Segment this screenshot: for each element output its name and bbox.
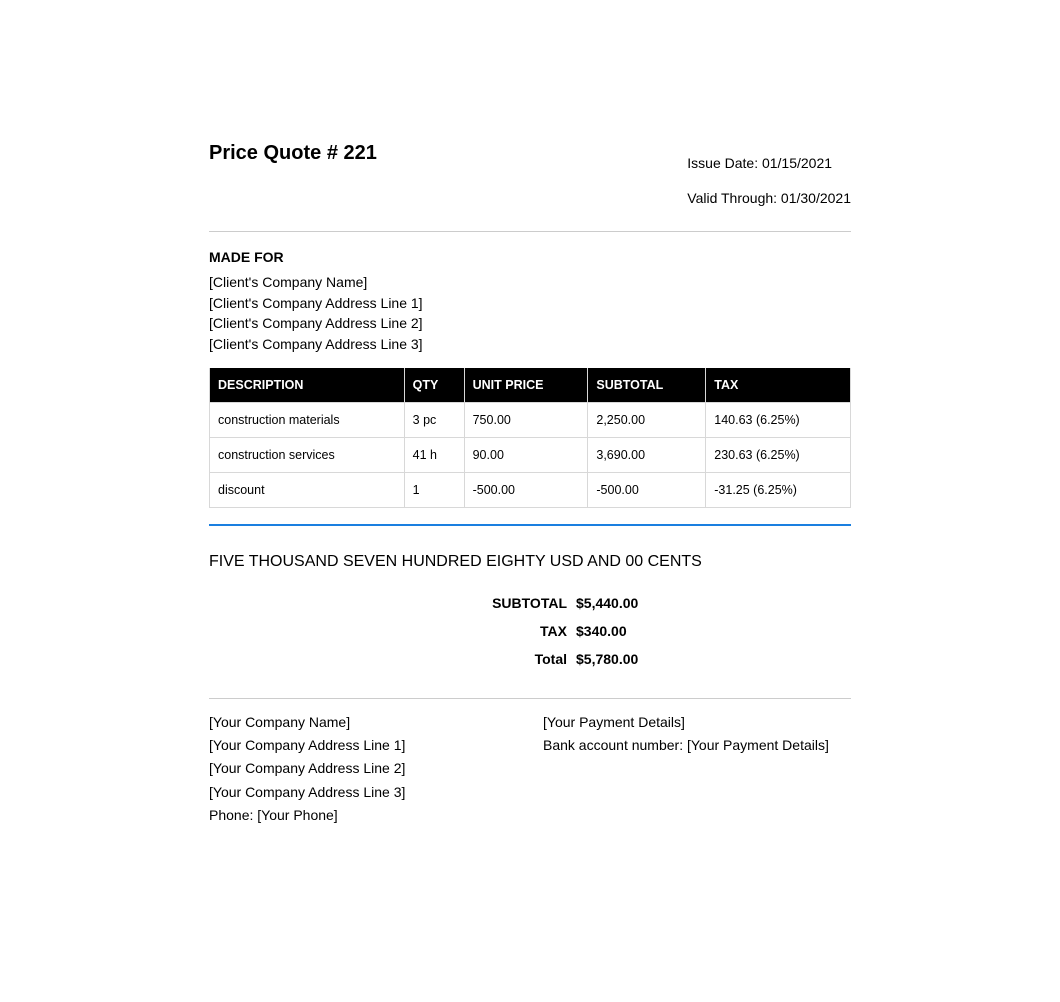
cell-subtotal: -500.00	[588, 473, 706, 508]
company-address-line-1: [Your Company Address Line 1]	[209, 737, 406, 754]
company-name: [Your Company Name]	[209, 714, 351, 730]
client-address-line-3: [Client's Company Address Line 3]	[209, 335, 423, 352]
cell-description: construction materials	[210, 403, 405, 438]
column-header-description: DESCRIPTION	[210, 368, 405, 403]
totals-row-subtotal	[209, 594, 851, 622]
cell-qty: 1	[404, 473, 464, 508]
company-address-line-3: [Your Company Address Line 3]	[209, 783, 406, 800]
table-row	[210, 403, 851, 438]
tax-value: $340.00	[576, 623, 627, 639]
payment-info	[543, 711, 829, 757]
table-row	[210, 473, 851, 508]
cell-unit-price: 90.00	[464, 438, 588, 473]
cell-unit-price: 750.00	[464, 403, 588, 438]
cell-subtotal: 3,690.00	[588, 438, 706, 473]
cell-qty: 3 pc	[404, 403, 464, 438]
page-title: Price Quote # 221	[209, 142, 377, 164]
tax-label: TAX	[540, 623, 567, 639]
cell-subtotal: 2,250.00	[588, 403, 706, 438]
totals-row-total	[209, 650, 851, 678]
table-row	[210, 438, 851, 473]
column-header-unit-price: UNIT PRICE	[464, 368, 588, 403]
client-address-line-2: [Client's Company Address Line 2]	[209, 315, 423, 331]
totals-summary	[209, 594, 851, 678]
valid-through-date: Valid Through: 01/30/2021	[687, 190, 851, 206]
company-info	[209, 711, 405, 827]
issue-date: Issue Date: 01/15/2021	[687, 155, 833, 171]
payment-details: [Your Payment Details]	[543, 714, 685, 730]
client-address-line-1: [Client's Company Address Line 1]	[209, 294, 423, 311]
total-value: $5,780.00	[576, 651, 639, 667]
bank-account-number: Bank account number: [Your Payment Details]	[543, 737, 829, 754]
company-address-line-2: [Your Company Address Line 2]	[209, 760, 406, 777]
made-for-heading: MADE FOR	[209, 249, 284, 265]
quote-dates	[687, 155, 851, 225]
column-header-tax: TAX	[706, 368, 851, 403]
total-label: Total	[534, 651, 567, 667]
footer-divider	[209, 698, 851, 699]
cell-description: construction services	[210, 438, 405, 473]
cell-tax: 230.63 (6.25%)	[706, 438, 851, 473]
subtotal-value: $5,440.00	[576, 595, 639, 611]
client-company-name: [Client's Company Name]	[209, 274, 368, 290]
line-items-table	[209, 368, 851, 508]
amount-in-words: FIVE THOUSAND SEVEN HUNDRED EIGHTY USD AND 00 CENTS	[209, 553, 702, 570]
cell-tax: -31.25 (6.25%)	[706, 473, 851, 508]
column-header-subtotal: SUBTOTAL	[588, 368, 706, 403]
totals-row-tax	[209, 622, 851, 650]
subtotal-label: SUBTOTAL	[492, 595, 567, 611]
table-header-row	[210, 368, 851, 403]
cell-description: discount	[210, 473, 405, 508]
accent-divider	[209, 524, 851, 526]
header-divider	[209, 231, 851, 232]
cell-unit-price: -500.00	[464, 473, 588, 508]
column-header-qty: QTY	[404, 368, 464, 403]
company-phone: Phone: [Your Phone]	[209, 806, 338, 823]
cell-tax: 140.63 (6.25%)	[706, 403, 851, 438]
cell-qty: 41 h	[404, 438, 464, 473]
made-for-section	[209, 249, 423, 354]
